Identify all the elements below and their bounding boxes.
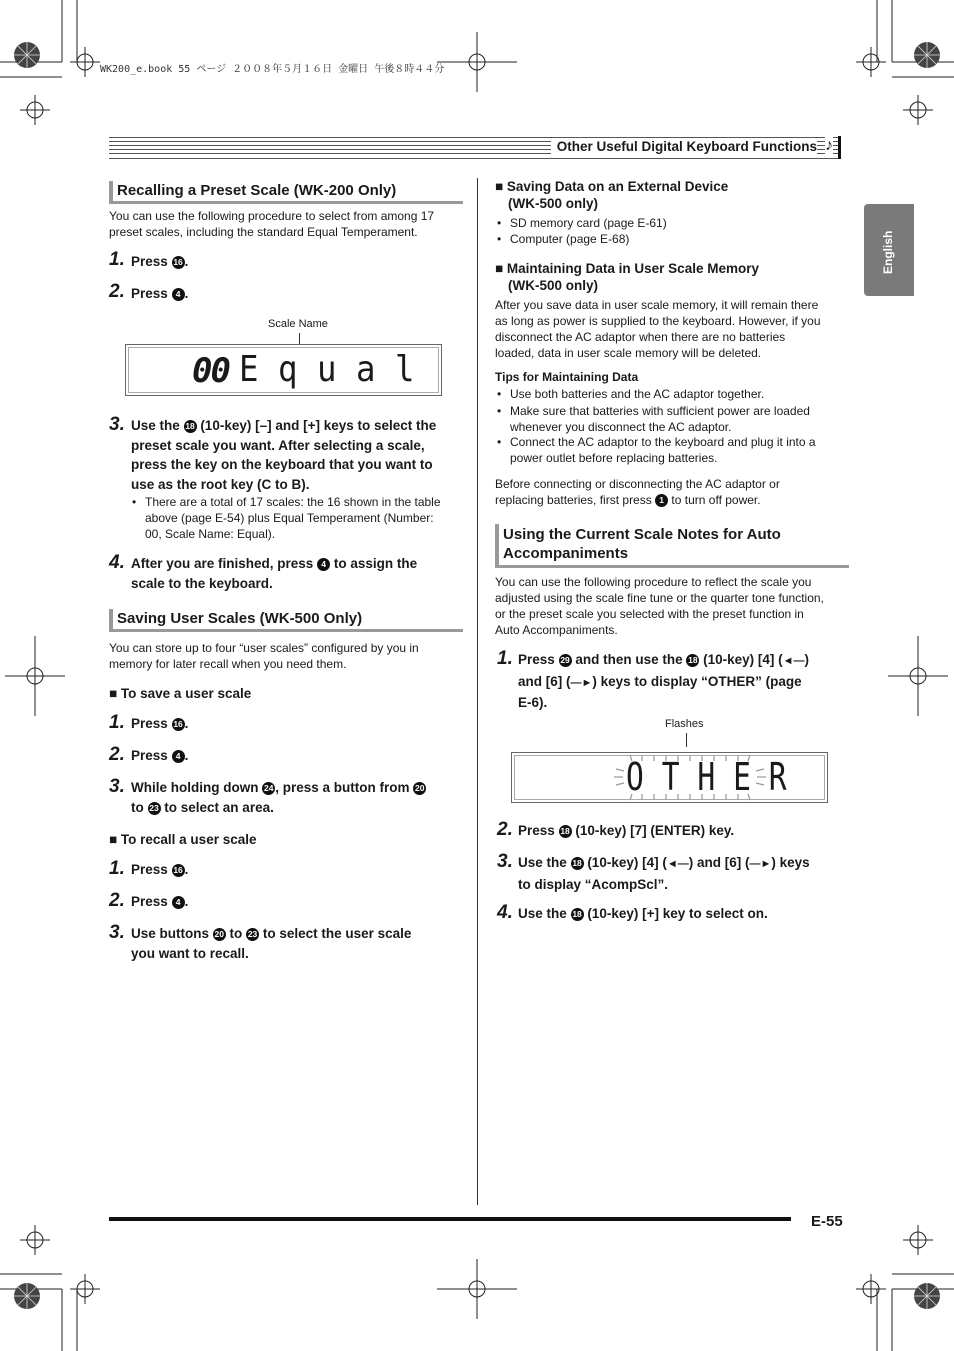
button-ref-icon: 23 <box>149 802 159 813</box>
step-text: , press a button from <box>275 780 410 795</box>
body-line: loaded, data in user scale memory will be deleted. <box>495 346 762 360</box>
step-press <box>131 284 188 304</box>
step-press <box>131 860 188 880</box>
button-ref-icon: 20 <box>214 929 225 939</box>
step-press <box>131 252 188 272</box>
subhead-recall-user-scale: ■ To recall a user scale <box>109 831 257 848</box>
running-header-title: Other Useful Digital Keyboard Functions <box>551 139 817 154</box>
button-ref-icon: 24 <box>264 783 274 793</box>
lcd-number: 00 <box>192 351 229 391</box>
step-enter <box>518 821 734 841</box>
section-title-line: Using the Current Scale Notes for Auto <box>503 526 781 543</box>
step-text: to assign the <box>333 556 418 571</box>
lcd-text: E q u a l <box>239 349 415 390</box>
step-text: (10-key) [–] and [+] keys to select the <box>200 418 437 433</box>
step-number: 1. <box>109 249 125 270</box>
section-title-saving-user-scales: Saving User Scales (WK-500 Only) <box>109 609 463 632</box>
step-number: 1. <box>109 712 125 733</box>
step-number: 2. <box>109 744 125 765</box>
side-tab <box>864 204 914 296</box>
subhead-text: (WK-500 only) <box>508 196 599 211</box>
button-ref-icon: 23 <box>247 929 258 939</box>
step-number: 3. <box>109 776 125 797</box>
step-text: Press <box>131 894 168 909</box>
step-text: After you are finished, press <box>131 556 314 571</box>
step-text: Press <box>131 862 168 877</box>
step-number: 2. <box>497 819 513 840</box>
step-text: to <box>229 926 243 941</box>
body-line: After you save data in user scale memory, it will remain there <box>495 298 819 312</box>
body-line: or the preset scale you selected with the preset function in <box>495 607 804 621</box>
step-text: Press <box>131 286 168 301</box>
step-text: Use buttons <box>131 926 210 941</box>
button-ref-icon: 29 <box>560 655 570 665</box>
step-display-other <box>518 650 848 713</box>
step-text: press the key on the keyboard that you want to <box>131 457 433 472</box>
step-press <box>131 746 188 766</box>
section-intro-saving <box>109 640 469 672</box>
step-text: While holding down <box>131 780 259 795</box>
step-text: E-6). <box>518 695 548 710</box>
note-text: 00, Scale Name: Equal). <box>145 527 276 541</box>
step-text: . <box>184 286 189 301</box>
tip-text: power outlet before replacing batteries. <box>510 451 718 465</box>
intro-line: memory for later recall when you need them. <box>109 657 347 671</box>
button-ref-icon: 18 <box>560 826 570 836</box>
step-select-on <box>518 904 768 924</box>
step-text: to display “AcompScl”. <box>518 876 669 892</box>
body-line: to turn off power. <box>671 493 761 507</box>
lcd-label-flashes: Flashes <box>665 718 704 730</box>
button-ref-icon: 16 <box>173 719 183 729</box>
step-text: Use the <box>131 418 180 433</box>
step-text: . <box>184 894 189 909</box>
step-display-acompscl <box>518 853 848 894</box>
tip-text: whenever you disconnect the AC adaptor. <box>510 420 732 434</box>
tip-bullet: • Use both batteries and the AC adaptor together. <box>497 386 764 402</box>
running-header <box>109 137 841 159</box>
section-title-line: Accompaniments <box>503 545 629 562</box>
lcd-text: O T H E R <box>626 755 787 799</box>
note-bullet <box>132 494 441 542</box>
button-ref-icon: 18 <box>185 421 195 431</box>
intro-line: You can store up to four “user scales” configured by you in <box>109 641 419 655</box>
step-text: (10-key) [4] ( <box>703 652 783 667</box>
side-tab-label: English <box>881 230 895 274</box>
step-number: 3. <box>497 851 513 872</box>
step-assign <box>131 554 461 593</box>
intro-line: preset scales, including the standard Equal Temperament. <box>109 225 418 239</box>
step-text: to select an area. <box>164 799 274 815</box>
step-text: ) <box>804 652 810 667</box>
music-note-icon: ♪ <box>825 137 833 154</box>
bullet-computer: • Computer (page E-68) <box>497 231 629 247</box>
step-text: . <box>184 862 189 877</box>
step-press <box>131 714 188 734</box>
footer-rule <box>109 1217 791 1221</box>
tips-heading: Tips for Maintaining Data <box>495 370 639 384</box>
step-text: Use the <box>518 855 567 870</box>
step-number: 4. <box>497 902 513 923</box>
step-text: (10-key) [4] ( <box>587 855 667 870</box>
note-text: above (page E-54) plus Equal Temperament (Number: <box>145 511 434 525</box>
note-text: • There are a total of 17 scales: the 16 shown in the table <box>145 495 441 509</box>
step-number: 3. <box>109 922 125 943</box>
step-number: 1. <box>497 648 513 669</box>
step-text: Press <box>518 823 555 838</box>
right-arrow-key-icon: —► <box>570 676 593 689</box>
subhead-maintaining-data <box>495 260 845 294</box>
tip-bullet <box>497 434 816 466</box>
step-text: and then use the <box>575 652 683 667</box>
page-number: E-55 <box>811 1213 843 1230</box>
step-text: and [6] ( <box>518 673 571 689</box>
step-text: to <box>131 799 144 815</box>
step-text: you want to recall. <box>131 945 249 961</box>
subhead-text: Maintaining Data in User Scale Memory <box>506 261 759 276</box>
section-intro-auto-accomp <box>495 574 855 638</box>
step-text: (10-key) [+] key to select on. <box>587 906 768 921</box>
step-text: Use the <box>518 906 567 921</box>
step-text: (10-key) [7] (ENTER) key. <box>575 823 735 838</box>
step-text: scale to the keyboard. <box>131 575 273 591</box>
step-text: Press <box>131 254 168 269</box>
body-line: disconnect the AC adaptor when there are no batteries <box>495 330 786 344</box>
button-ref-icon: 18 <box>572 909 582 919</box>
step-text: . <box>184 254 189 269</box>
step-text: ) keys <box>771 855 810 870</box>
tip-text: • Connect the AC adaptor to the keyboard and plug it into a <box>510 435 816 449</box>
button-ref-icon: 1 <box>655 494 668 507</box>
body-line: as long as power is supplied to the keyboard. However, if you <box>495 314 821 328</box>
section-intro-recall <box>109 208 469 240</box>
body-line: You can use the following procedure to reflect the scale you <box>495 575 812 589</box>
step-text: . <box>184 716 189 731</box>
step-number: 1. <box>109 858 125 879</box>
before-connecting-note <box>495 476 855 508</box>
body-line: replacing batteries, first press <box>495 493 652 507</box>
step-number: 4. <box>109 552 125 573</box>
step-text: use as the root key (C to B). <box>131 476 310 492</box>
column-divider <box>477 178 478 1205</box>
button-ref-icon: 20 <box>415 783 425 793</box>
button-ref-icon: 16 <box>173 257 183 267</box>
button-ref-icon: 18 <box>572 858 582 868</box>
step-text: Press <box>131 748 168 763</box>
body-line: Before connecting or disconnecting the AC adaptor or <box>495 477 780 491</box>
step-text: ) keys to display “OTHER” (page <box>592 673 802 689</box>
lcd-callout-line <box>686 733 687 747</box>
subhead-text: (WK-500 only) <box>508 278 599 293</box>
step-number: 3. <box>109 414 125 435</box>
lcd-label-scale-name: Scale Name <box>268 318 328 330</box>
subhead-save-user-scale: ■ To save a user scale <box>109 685 251 702</box>
button-ref-icon: 4 <box>317 558 330 571</box>
step-text: . <box>184 748 189 763</box>
header-end-bar <box>838 136 841 159</box>
tip-bullet <box>497 403 810 435</box>
subhead-external-device <box>495 178 845 212</box>
intro-line: You can use the following procedure to select from among 17 <box>109 209 435 223</box>
step-select-area <box>131 778 461 817</box>
button-ref-icon: 4 <box>172 896 185 909</box>
left-arrow-key-icon: ◄— <box>782 655 805 667</box>
step-number: 2. <box>109 281 125 302</box>
tip-text: • Make sure that batteries with sufficient power are loaded <box>510 404 810 418</box>
button-ref-icon: 18 <box>688 655 698 665</box>
bullet-sd-card: • SD memory card (page E-61) <box>497 215 667 231</box>
body-line: Auto Accompaniments. <box>495 623 618 637</box>
step-press <box>131 892 188 912</box>
section-title-recall-preset: Recalling a Preset Scale (WK-200 Only) <box>109 181 463 204</box>
subhead-text: Saving Data on an External Device <box>506 179 729 194</box>
step-number: 2. <box>109 890 125 911</box>
step-text: Press <box>131 716 168 731</box>
button-ref-icon: 4 <box>172 750 185 763</box>
step-select-user-scale <box>131 924 461 963</box>
lcd-display-other <box>511 752 828 803</box>
lcd-display-equal <box>125 344 442 396</box>
step-select-scale <box>131 416 461 494</box>
step-text: Press <box>518 652 555 667</box>
right-arrow-key-icon: —► <box>749 858 772 870</box>
left-arrow-key-icon: ◄— <box>666 858 689 870</box>
button-ref-icon: 16 <box>173 865 183 875</box>
step-text: ) and [6] ( <box>688 855 750 870</box>
print-header: WK200_e.book 55 ページ ２００８年５月１６日 金曜日 午後８時４４分 <box>100 64 445 75</box>
body-line: adjusted using the scale fine tune or the quarter tone function, <box>495 591 824 605</box>
section-title-auto-accomp <box>495 524 849 568</box>
button-ref-icon: 4 <box>172 288 185 301</box>
step-text: preset scale you want. After selecting a scale, <box>131 437 425 453</box>
maintaining-body <box>495 297 855 361</box>
step-text: to select the user scale <box>262 926 412 941</box>
